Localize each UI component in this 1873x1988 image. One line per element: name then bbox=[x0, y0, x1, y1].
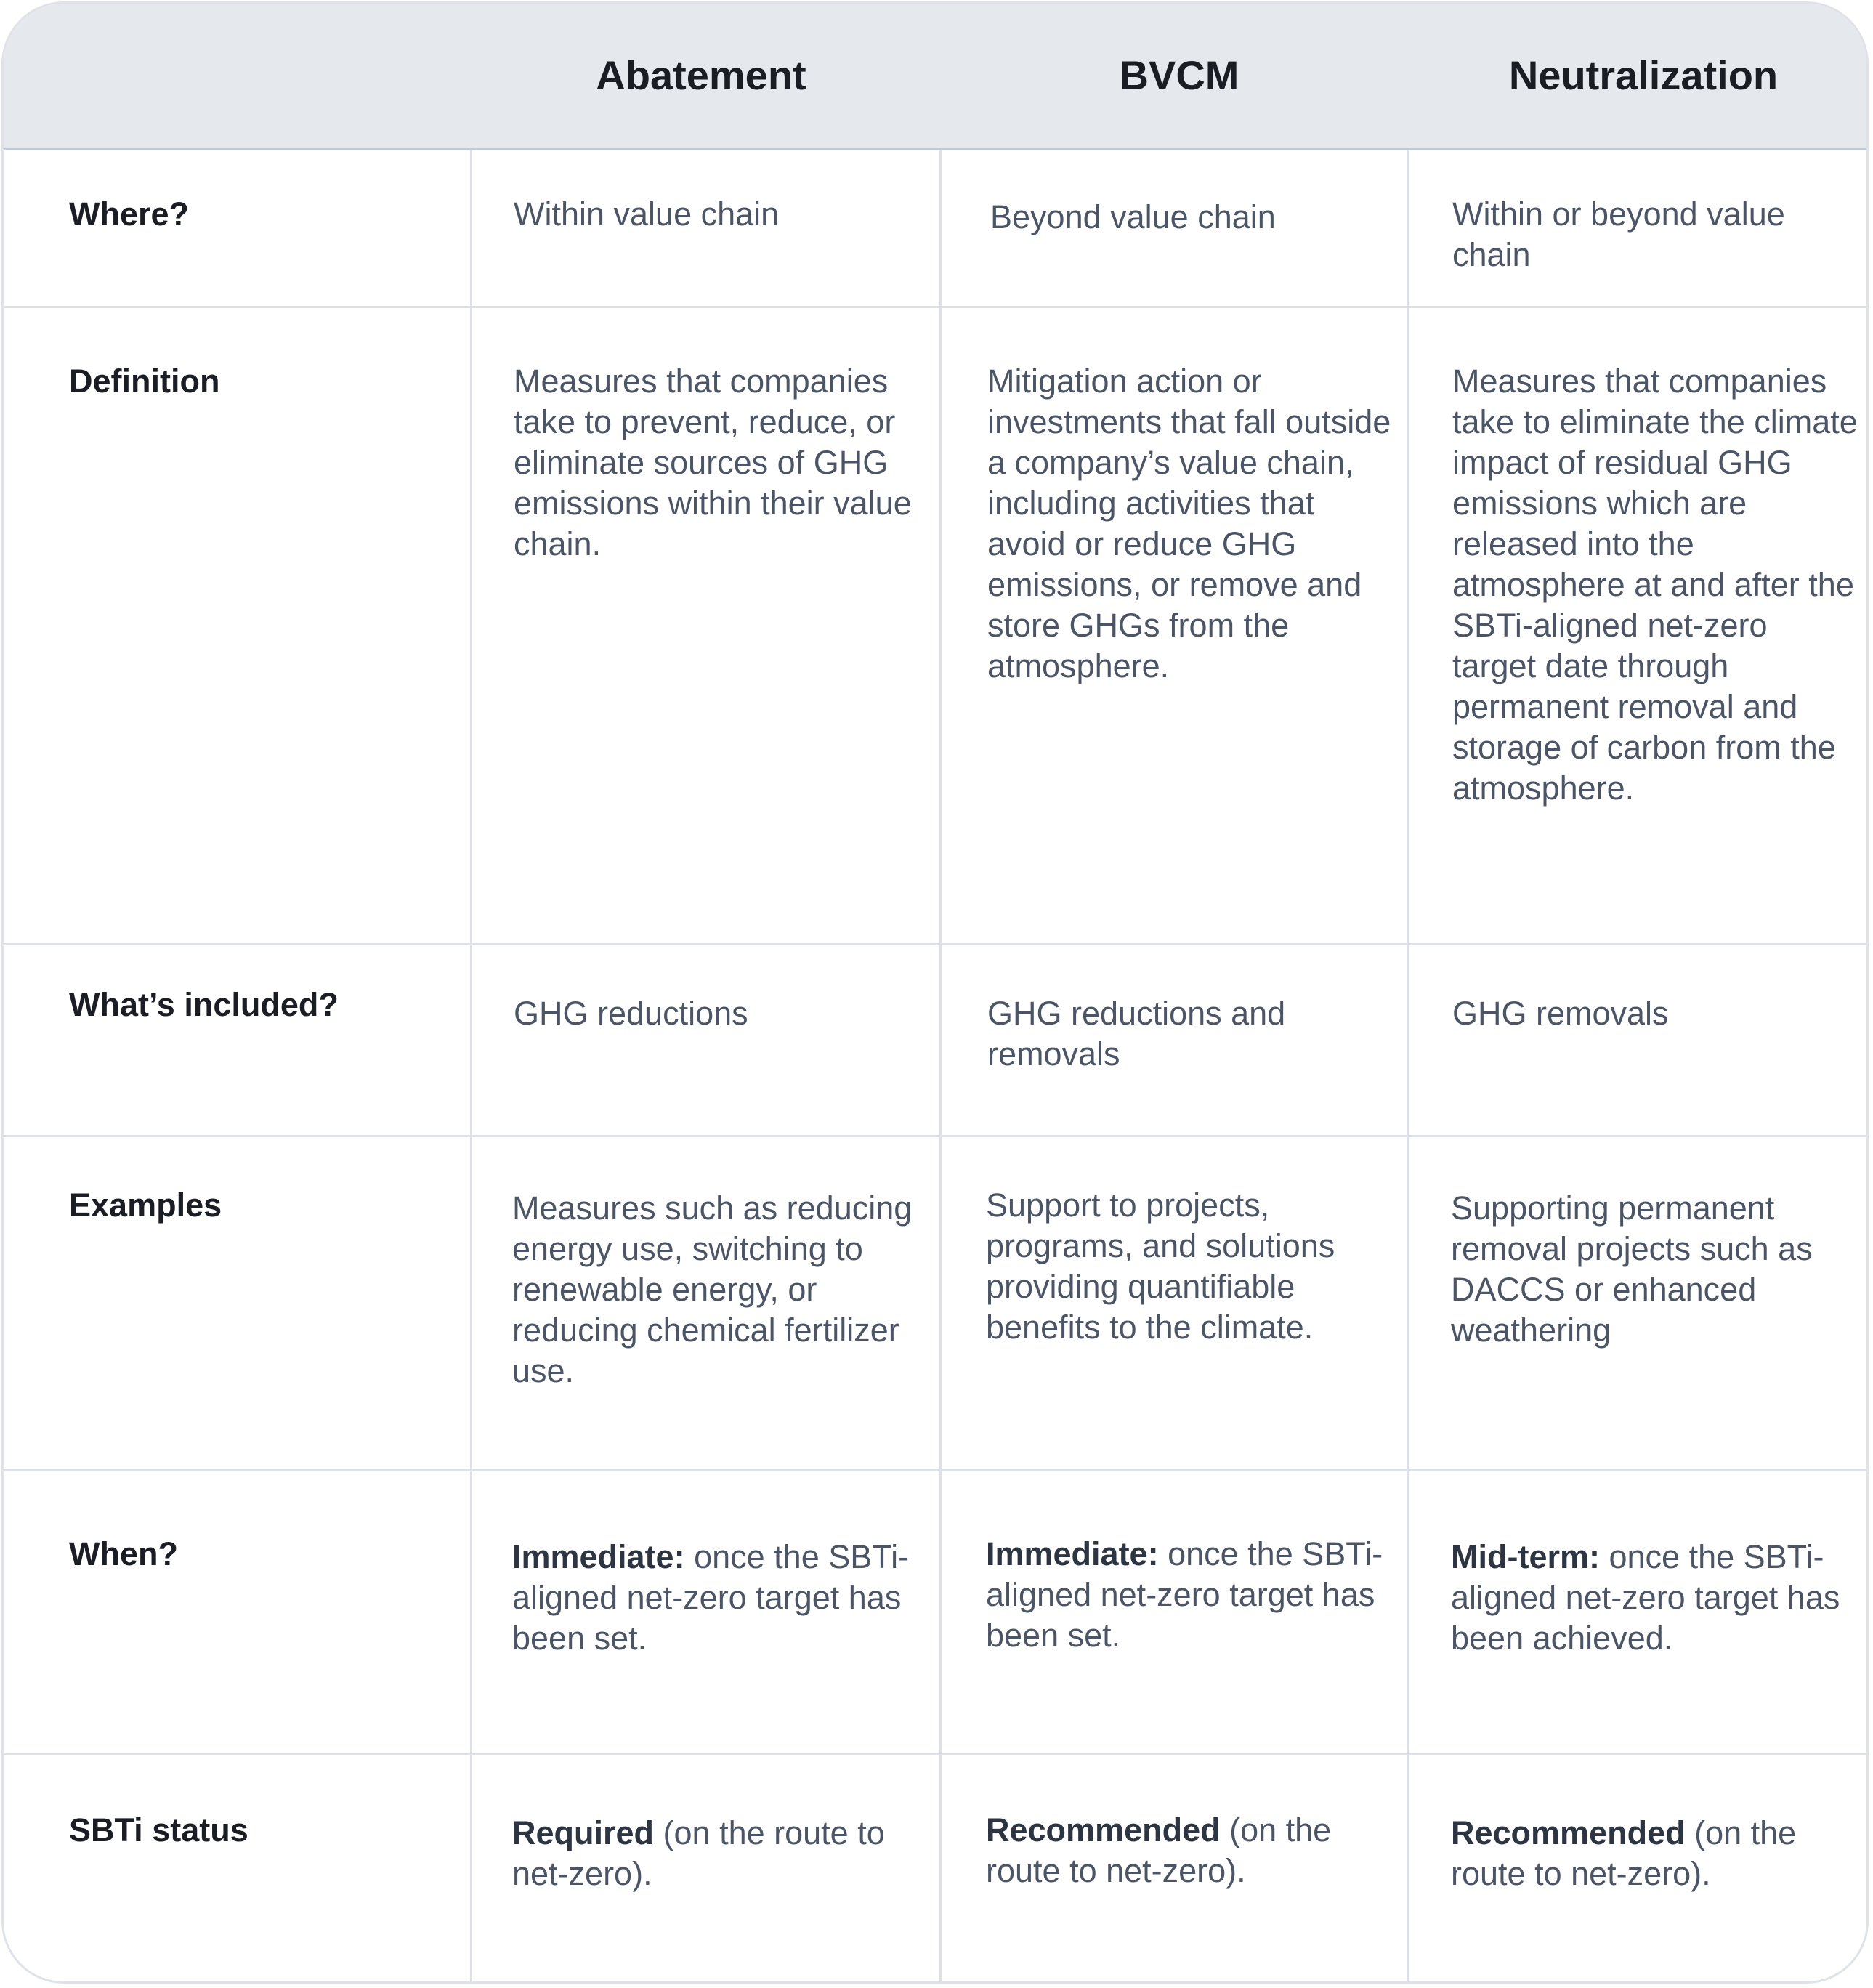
column-header-abatement: Abatement bbox=[596, 52, 806, 98]
column-header-neutralization: Neutralization bbox=[1508, 52, 1779, 98]
row-divider bbox=[4, 306, 1866, 308]
cell-status-neutralization-bold: Recommended bbox=[1451, 1814, 1686, 1851]
cell-examples-bvcm: Support to projects, programs, and solutions providing quantifiable benefits to the climate. bbox=[986, 1187, 1335, 1346]
row-label-when: When? bbox=[69, 1535, 178, 1572]
row-divider bbox=[4, 1753, 1866, 1755]
column-header-bvcm: BVCM bbox=[1119, 52, 1239, 98]
row-divider bbox=[4, 943, 1866, 945]
cell-status-abatement-text: (on the route to net-zero). bbox=[512, 1814, 885, 1892]
cell-where-neutralization: Within or beyond value chain bbox=[1452, 195, 1785, 273]
column-divider bbox=[939, 150, 942, 1981]
cell-when-neutralization-bold: Mid-term: bbox=[1451, 1538, 1600, 1575]
table-header bbox=[4, 4, 1866, 150]
cell-definition-bvcm: Mitigation action or investments that fall outside a company’s value chain, including activities that avoid or reduce GHG emissions, or remove and store GHGs from the atmosphere. bbox=[987, 363, 1391, 684]
column-divider bbox=[1407, 150, 1409, 1981]
row-label-where: Where? bbox=[69, 195, 190, 233]
cell-status-abatement-bold: Required bbox=[512, 1814, 655, 1851]
cell-when-neutralization-text: once the SBTi-aligned net-zero target has been achieved. bbox=[1451, 1538, 1840, 1657]
cell-when-neutralization bbox=[1451, 1537, 1858, 1659]
cell-when-bvcm-text: once the SBTi-aligned net-zero target has been set. bbox=[986, 1535, 1383, 1654]
cell-when-bvcm bbox=[986, 1534, 1393, 1656]
row-label-whats-included: What’s included? bbox=[69, 986, 339, 1023]
comparison-table bbox=[1, 1, 1869, 1984]
row-divider bbox=[4, 1135, 1866, 1137]
row-divider bbox=[4, 1469, 1866, 1471]
cell-definition-neutralization: Measures that companies take to eliminate the climate impact of residual GHG emissions which are released into the atmosphere at and after the SBTi-aligned net-zero target date through permanent removal and storage of carbon from the atmosphere. bbox=[1452, 363, 1858, 807]
cell-when-abatement-text: once the SBTi-aligned net-zero target has been set. bbox=[512, 1538, 910, 1657]
cell-status-bvcm bbox=[986, 1810, 1393, 1891]
column-divider bbox=[470, 150, 472, 1981]
cell-included-neutralization: GHG removals bbox=[1452, 995, 1669, 1032]
cell-where-abatement: Within value chain bbox=[514, 195, 780, 233]
cell-status-neutralization-text: (on the route to net-zero). bbox=[1451, 1814, 1797, 1892]
row-label-examples: Examples bbox=[69, 1187, 222, 1224]
cell-included-bvcm: GHG reductions and removals bbox=[987, 995, 1286, 1072]
cell-when-abatement-bold: Immediate: bbox=[512, 1538, 685, 1575]
cell-where-bvcm: Beyond value chain bbox=[990, 198, 1276, 235]
cell-when-abatement bbox=[512, 1537, 919, 1659]
cell-status-abatement bbox=[512, 1813, 919, 1894]
cell-status-neutralization bbox=[1451, 1813, 1858, 1894]
cell-examples-neutralization: Supporting permanent removal projects such as DACCS or enhanced weathering bbox=[1451, 1189, 1813, 1349]
cell-status-bvcm-text: (on the route to net-zero). bbox=[986, 1811, 1332, 1889]
cell-included-abatement: GHG reductions bbox=[514, 995, 748, 1032]
row-label-sbti-status: SBTi status bbox=[69, 1811, 248, 1848]
cell-examples-abatement: Measures such as reducing energy use, switching to renewable energy, or reducing chemical fertilizer use. bbox=[512, 1189, 913, 1389]
cell-when-bvcm-bold: Immediate: bbox=[986, 1535, 1159, 1572]
row-label-definition: Definition bbox=[69, 363, 220, 400]
cell-definition-abatement: Measures that companies take to prevent, reduce, or eliminate sources of GHG emissions within their value chain. bbox=[514, 363, 912, 562]
cell-status-bvcm-bold: Recommended bbox=[986, 1811, 1221, 1848]
